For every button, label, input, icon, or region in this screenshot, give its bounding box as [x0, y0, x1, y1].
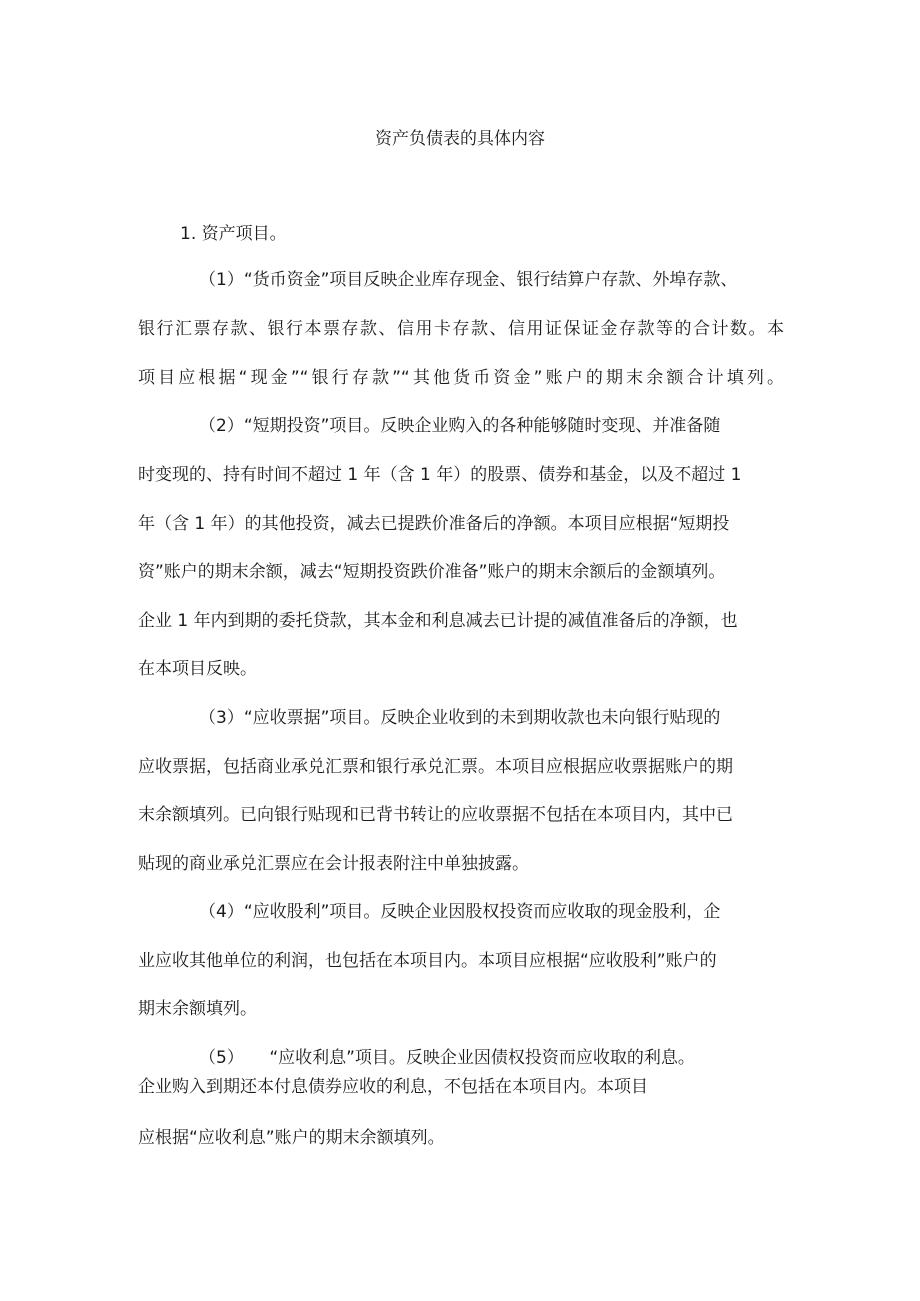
paragraph-5-line-1: （5） “应收利息”项目。反映企业因债权投资而应收取的利息。: [199, 1048, 695, 1068]
section-heading: 1. 资产项目。: [180, 224, 287, 244]
paragraph-3-line-3: 末余额填列。已向银行贴现和已背书转让的应收票据不包括在本项目内，其中已: [138, 805, 733, 825]
paragraph-4-line-1: （4）“应收股利”项目。反映企业因股权投资而应收取的现金股利，企: [199, 902, 721, 922]
paragraph-4-line-2: 业应收其他单位的利润，也包括在本项目内。本项目应根据“应收股利”账户的: [138, 951, 717, 971]
document-title: 资产负债表的具体内容: [375, 129, 545, 149]
paragraph-2-line-3: 年（含 1 年）的其他投资，减去已提跌价准备后的净额。本项目应根据“短期投: [138, 514, 730, 534]
paragraph-2-line-5: 企业 1 年内到期的委托贷款，其本金和利息减去已计提的减值准备后的净额，也: [138, 611, 738, 631]
paragraph-3-line-1: （3）“应收票据”项目。反映企业收到的未到期收款也未向银行贴现的: [199, 708, 721, 728]
paragraph-1-line-2: 银行汇票存款、银行本票存款、信用卡存款、信用证保证金存款等的合计数。本: [138, 319, 784, 339]
paragraph-2-line-6: 在本项目反映。: [138, 659, 257, 679]
paragraph-5-line-3: 应根据“应收利息”账户的期末余额填列。: [138, 1128, 445, 1148]
paragraph-1-line-3: 项目应根据“现金”“银行存款”“其他货币资金”账户的期末余额合计填列。: [138, 368, 784, 388]
paragraph-1-line-1: （1）“货币资金”项目反映企业库存现金、银行结算户存款、外埠存款、: [199, 270, 738, 290]
paragraph-2-line-2: 时变现的、持有时间不超过 1 年（含 1 年）的股票、债券和基金，以及不超过 1: [138, 465, 742, 485]
paragraph-3-line-4: 贴现的商业承兑汇票应在会计报表附注中单独披露。: [138, 854, 529, 874]
paragraph-4-line-3: 期末余额填列。: [138, 999, 257, 1019]
paragraph-3-line-2: 应收票据，包括商业承兑汇票和银行承兑汇票。本项目应根据应收票据账户的期: [138, 757, 733, 777]
paragraph-2-line-1: （2）“短期投资”项目。反映企业购入的各种能够随时变现、并准备随: [199, 416, 721, 436]
paragraph-5-line-2: 企业购入到期还本付息债券应收的利息，不包括在本项目内。本项目: [138, 1077, 648, 1097]
paragraph-2-line-4: 资”账户的期末余额，减去“短期投资跌价准备”账户的期末余额后的金额填列。: [138, 562, 726, 582]
